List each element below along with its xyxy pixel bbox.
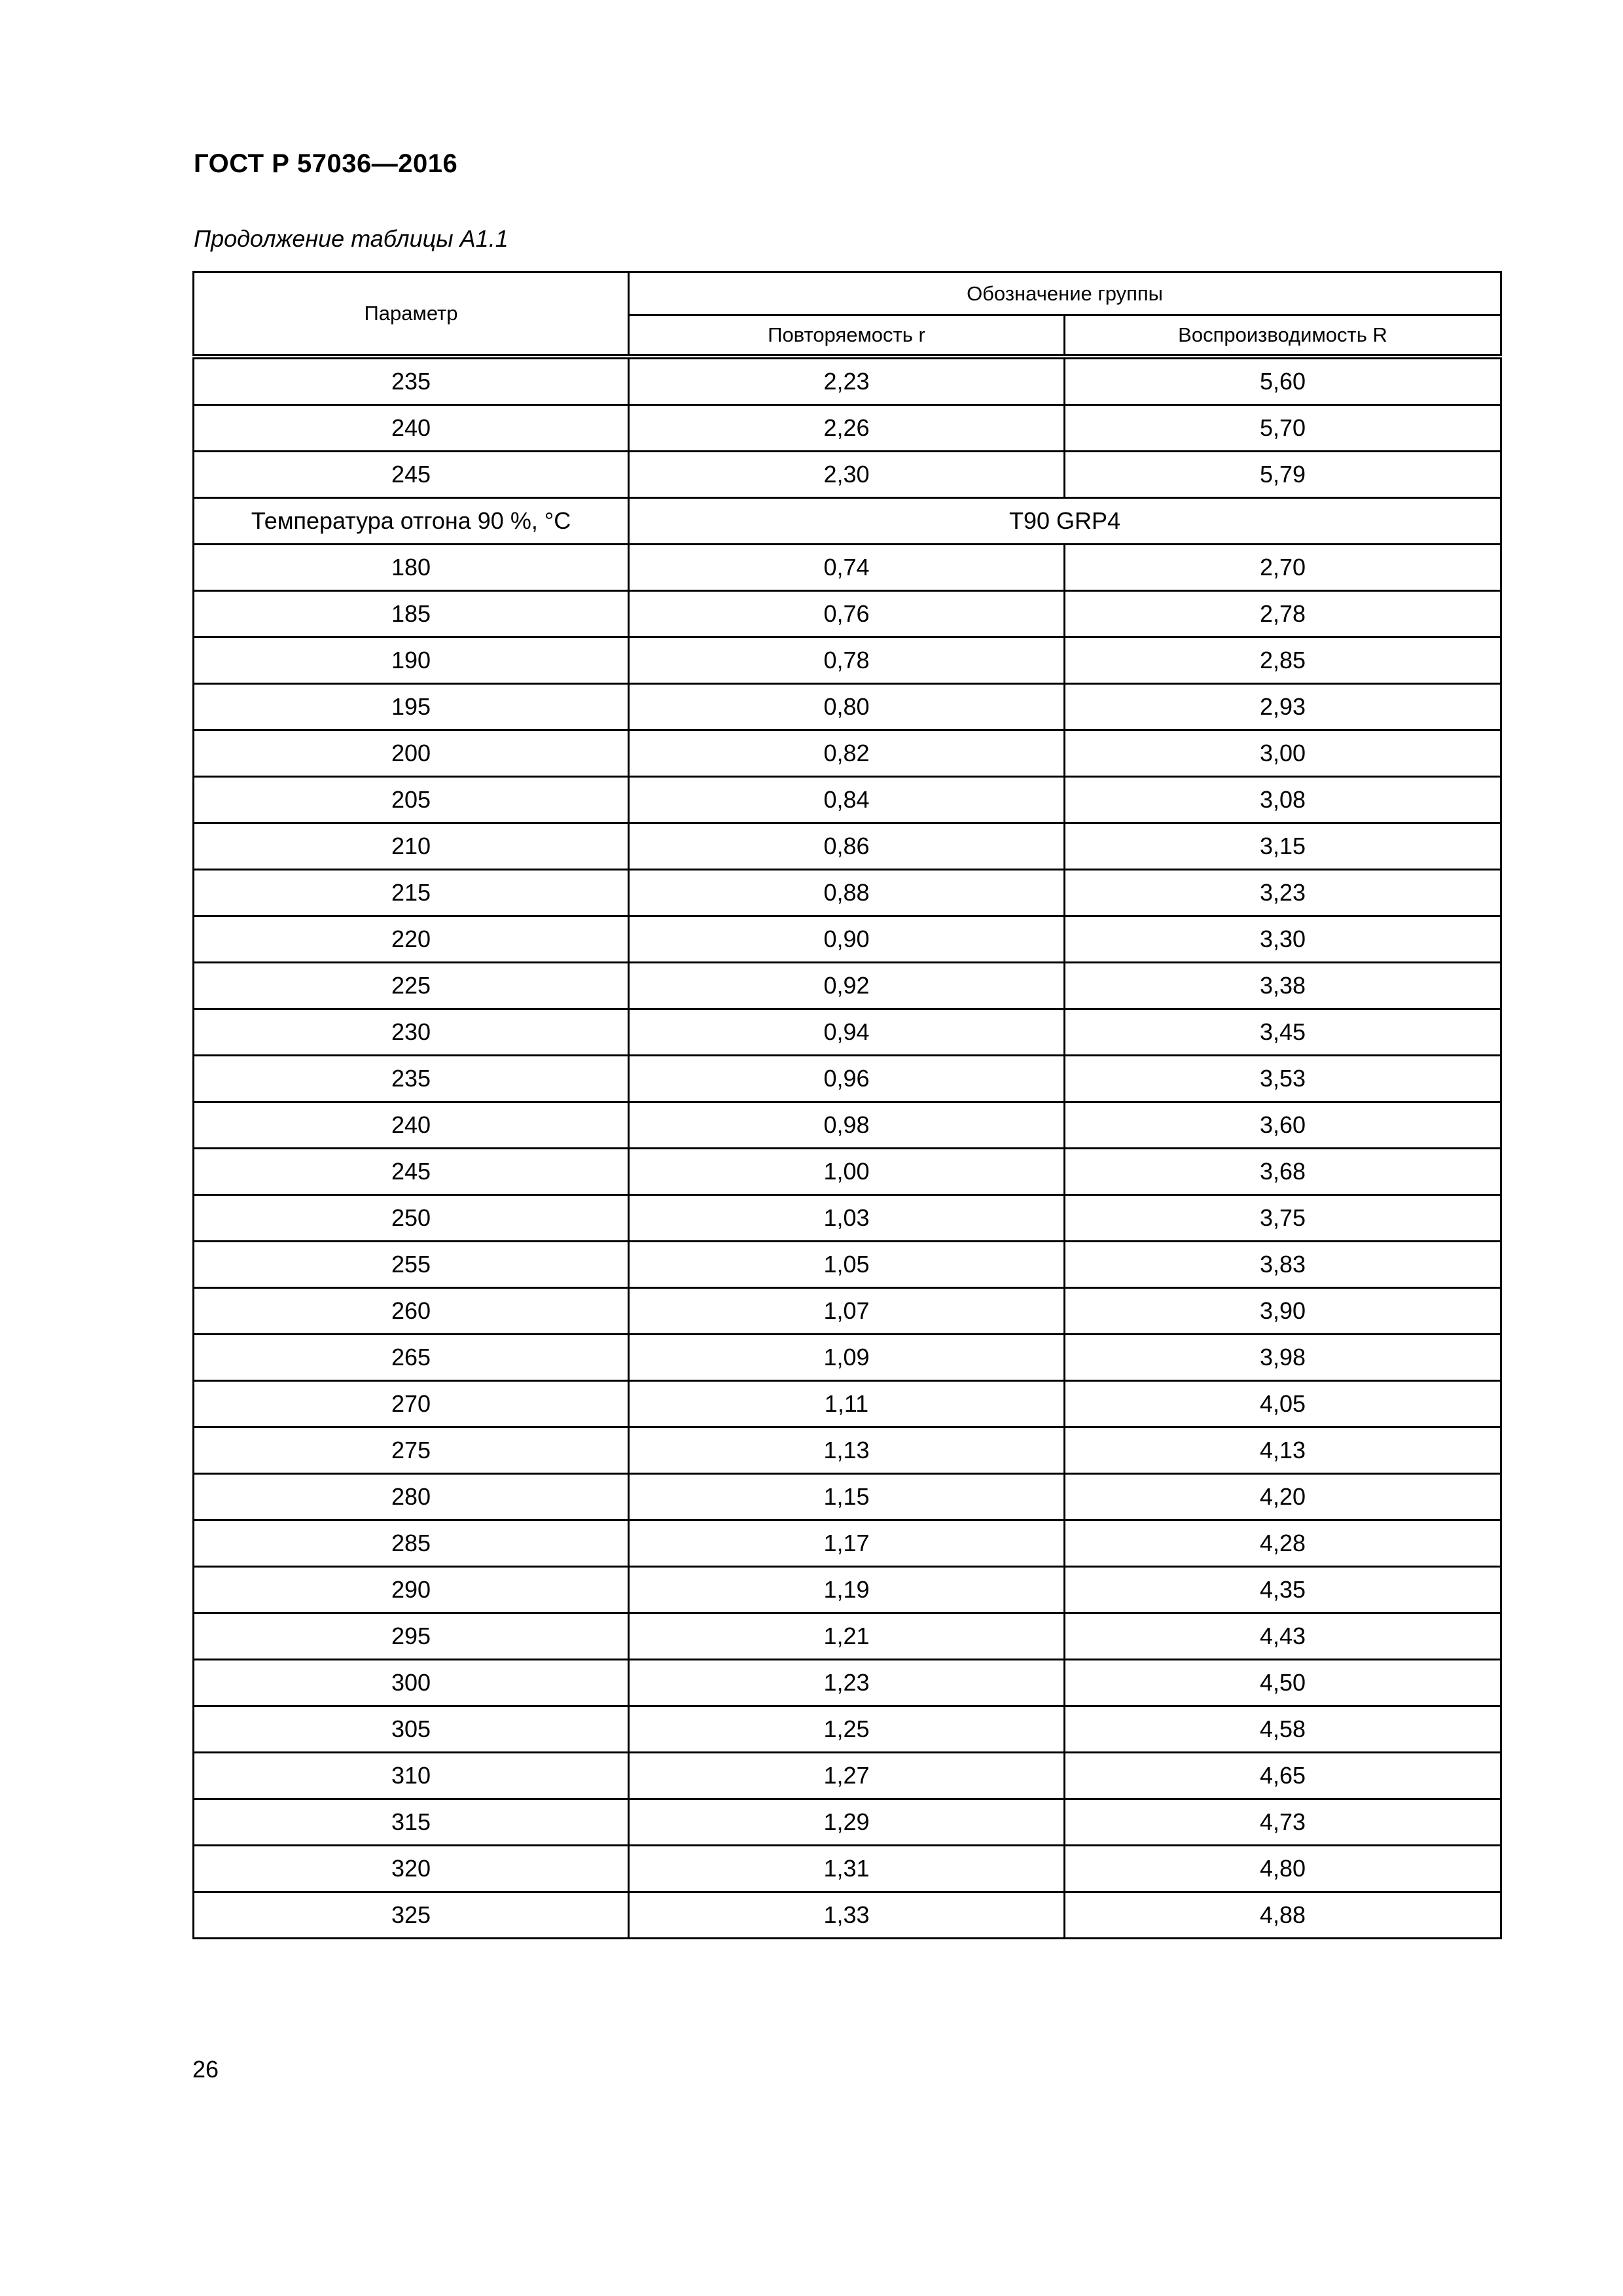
cell-reproducibility: 3,15: [1065, 823, 1501, 870]
cell-parameter: 270: [194, 1381, 629, 1427]
table-row: [194, 452, 1501, 498]
cell-reproducibility: 4,80: [1065, 1846, 1501, 1892]
cell-reproducibility: 3,75: [1065, 1195, 1501, 1242]
cell-parameter: 320: [194, 1846, 629, 1892]
cell-repeatability: 1,07: [629, 1288, 1065, 1335]
cell-reproducibility: 3,08: [1065, 777, 1501, 823]
cell-parameter: 245: [194, 452, 629, 498]
cell-parameter: 235: [194, 357, 629, 405]
table-row: [194, 1474, 1501, 1520]
cell-parameter: 315: [194, 1799, 629, 1846]
table-row: [194, 357, 1501, 405]
cell-repeatability: 1,23: [629, 1660, 1065, 1706]
table-row: [194, 870, 1501, 916]
table-row: [194, 1381, 1501, 1427]
table-row: [194, 405, 1501, 452]
cell-reproducibility: 3,68: [1065, 1149, 1501, 1195]
cell-parameter: 220: [194, 916, 629, 963]
cell-parameter: 300: [194, 1660, 629, 1706]
cell-reproducibility: 3,30: [1065, 916, 1501, 963]
cell-repeatability: 0,84: [629, 777, 1065, 823]
cell-parameter: 230: [194, 1009, 629, 1056]
table-row: [194, 1753, 1501, 1799]
cell-repeatability: 1,31: [629, 1846, 1065, 1892]
cell-repeatability: 2,30: [629, 452, 1065, 498]
table-row: [194, 1056, 1501, 1102]
cell-reproducibility: 5,79: [1065, 452, 1501, 498]
cell-parameter: 205: [194, 777, 629, 823]
cell-parameter: 200: [194, 730, 629, 777]
table-row: [194, 1520, 1501, 1567]
cell-reproducibility: 2,70: [1065, 545, 1501, 591]
header-group-designation: Обозначение группы: [629, 272, 1501, 315]
cell-repeatability: 0,98: [629, 1102, 1065, 1149]
cell-reproducibility: 2,85: [1065, 637, 1501, 684]
table-row: [194, 916, 1501, 963]
cell-reproducibility: 3,00: [1065, 730, 1501, 777]
cell-repeatability: 0,94: [629, 1009, 1065, 1056]
table-row: [194, 823, 1501, 870]
cell-reproducibility: 4,50: [1065, 1660, 1501, 1706]
cell-parameter: 265: [194, 1335, 629, 1381]
cell-repeatability: 1,19: [629, 1567, 1065, 1613]
cell-parameter: 275: [194, 1427, 629, 1474]
table-row: [194, 1613, 1501, 1660]
table-row: [194, 1195, 1501, 1242]
table-row: [194, 1149, 1501, 1195]
cell-reproducibility: 4,65: [1065, 1753, 1501, 1799]
cell-reproducibility: 4,43: [1065, 1613, 1501, 1660]
table-row: [194, 1335, 1501, 1381]
section-group-code: T90 GRP4: [629, 498, 1501, 545]
header-parameter: Параметр: [194, 272, 629, 357]
cell-parameter: 225: [194, 963, 629, 1009]
table-row: [194, 1892, 1501, 1939]
table-row: [194, 963, 1501, 1009]
cell-repeatability: 0,82: [629, 730, 1065, 777]
table-row: [194, 1288, 1501, 1335]
table-row: [194, 591, 1501, 637]
cell-reproducibility: 5,70: [1065, 405, 1501, 452]
table-body: [194, 357, 1501, 1939]
cell-reproducibility: 4,20: [1065, 1474, 1501, 1520]
cell-parameter: 255: [194, 1242, 629, 1288]
cell-reproducibility: 4,88: [1065, 1892, 1501, 1939]
table-row: [194, 1846, 1501, 1892]
cell-repeatability: 0,90: [629, 916, 1065, 963]
section-parameter: Температура отгона 90 %, °С: [194, 498, 629, 545]
cell-parameter: 245: [194, 1149, 629, 1195]
cell-repeatability: 1,25: [629, 1706, 1065, 1753]
cell-reproducibility: 3,83: [1065, 1242, 1501, 1288]
cell-reproducibility: 4,35: [1065, 1567, 1501, 1613]
table-row: [194, 1102, 1501, 1149]
cell-repeatability: 1,17: [629, 1520, 1065, 1567]
cell-parameter: 180: [194, 545, 629, 591]
cell-parameter: 305: [194, 1706, 629, 1753]
cell-reproducibility: 3,90: [1065, 1288, 1501, 1335]
cell-reproducibility: 3,38: [1065, 963, 1501, 1009]
cell-parameter: 290: [194, 1567, 629, 1613]
cell-repeatability: 0,80: [629, 684, 1065, 730]
cell-reproducibility: 3,60: [1065, 1102, 1501, 1149]
cell-repeatability: 0,96: [629, 1056, 1065, 1102]
cell-repeatability: 1,11: [629, 1381, 1065, 1427]
cell-parameter: 235: [194, 1056, 629, 1102]
table-row: [194, 1242, 1501, 1288]
table-row: [194, 1009, 1501, 1056]
table-row: [194, 777, 1501, 823]
cell-repeatability: 1,09: [629, 1335, 1065, 1381]
cell-parameter: 195: [194, 684, 629, 730]
cell-reproducibility: 4,28: [1065, 1520, 1501, 1567]
cell-repeatability: 0,74: [629, 545, 1065, 591]
cell-reproducibility: 4,58: [1065, 1706, 1501, 1753]
cell-parameter: 210: [194, 823, 629, 870]
cell-parameter: 190: [194, 637, 629, 684]
table-header: [194, 272, 1501, 357]
cell-repeatability: 1,29: [629, 1799, 1065, 1846]
cell-parameter: 260: [194, 1288, 629, 1335]
cell-reproducibility: 4,05: [1065, 1381, 1501, 1427]
cell-repeatability: 2,26: [629, 405, 1065, 452]
table-row: [194, 545, 1501, 591]
table-row: [194, 1660, 1501, 1706]
page-number: 26: [192, 2056, 219, 2083]
cell-reproducibility: 3,45: [1065, 1009, 1501, 1056]
table-caption: Продолжение таблицы А1.1: [194, 225, 508, 252]
cell-reproducibility: 2,78: [1065, 591, 1501, 637]
cell-repeatability: 1,00: [629, 1149, 1065, 1195]
cell-reproducibility: 3,23: [1065, 870, 1501, 916]
cell-parameter: 215: [194, 870, 629, 916]
header-row-top: [194, 272, 1501, 315]
cell-repeatability: 2,23: [629, 357, 1065, 405]
cell-repeatability: 1,33: [629, 1892, 1065, 1939]
table-row: [194, 1567, 1501, 1613]
table-row: [194, 684, 1501, 730]
cell-parameter: 295: [194, 1613, 629, 1660]
cell-parameter: 250: [194, 1195, 629, 1242]
cell-reproducibility: 3,53: [1065, 1056, 1501, 1102]
cell-parameter: 310: [194, 1753, 629, 1799]
cell-repeatability: 0,88: [629, 870, 1065, 916]
cell-reproducibility: 2,93: [1065, 684, 1501, 730]
cell-parameter: 240: [194, 1102, 629, 1149]
header-repeatability: Повторяемость r: [629, 315, 1065, 357]
header-reproducibility: Воспроизводимость R: [1065, 315, 1501, 357]
cell-repeatability: 1,13: [629, 1427, 1065, 1474]
cell-reproducibility: 5,60: [1065, 357, 1501, 405]
cell-repeatability: 1,21: [629, 1613, 1065, 1660]
section-row: [194, 498, 1501, 545]
table-row: [194, 1706, 1501, 1753]
precision-table: [192, 271, 1502, 1939]
table-row: [194, 1427, 1501, 1474]
cell-parameter: 185: [194, 591, 629, 637]
table-row: [194, 730, 1501, 777]
cell-repeatability: 0,78: [629, 637, 1065, 684]
cell-reproducibility: 4,13: [1065, 1427, 1501, 1474]
document-code: ГОСТ Р 57036—2016: [194, 149, 458, 178]
cell-parameter: 280: [194, 1474, 629, 1520]
cell-parameter: 240: [194, 405, 629, 452]
cell-parameter: 325: [194, 1892, 629, 1939]
cell-reproducibility: 3,98: [1065, 1335, 1501, 1381]
cell-repeatability: 0,76: [629, 591, 1065, 637]
table-row: [194, 1799, 1501, 1846]
cell-reproducibility: 4,73: [1065, 1799, 1501, 1846]
cell-repeatability: 1,15: [629, 1474, 1065, 1520]
cell-repeatability: 0,86: [629, 823, 1065, 870]
cell-repeatability: 0,92: [629, 963, 1065, 1009]
table-row: [194, 637, 1501, 684]
cell-repeatability: 1,05: [629, 1242, 1065, 1288]
cell-parameter: 285: [194, 1520, 629, 1567]
cell-repeatability: 1,03: [629, 1195, 1065, 1242]
cell-repeatability: 1,27: [629, 1753, 1065, 1799]
